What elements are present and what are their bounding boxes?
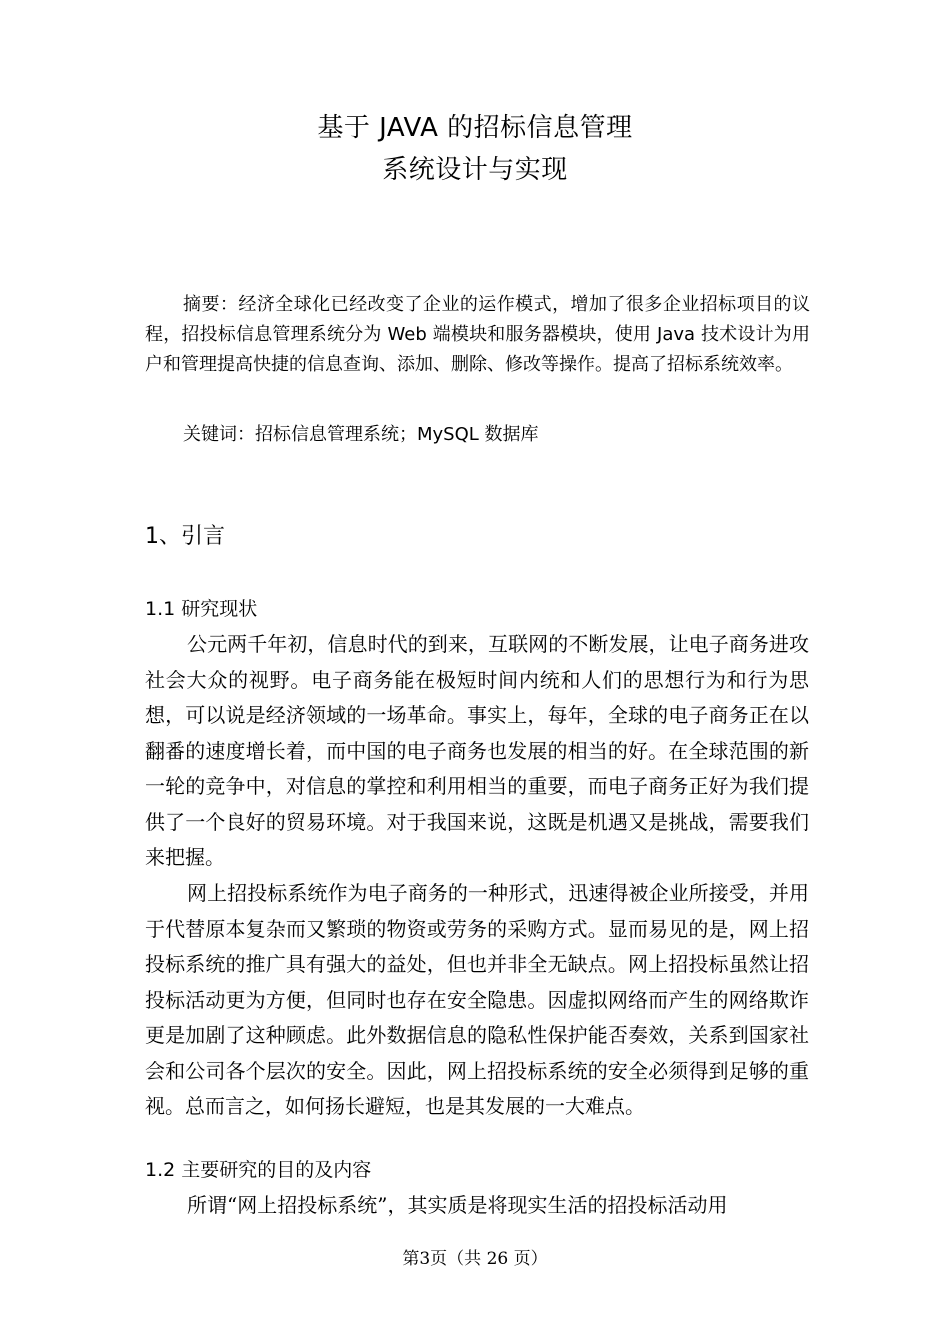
document-title-line-1: 基于 JAVA 的招标信息管理: [317, 113, 633, 143]
page-number-footer: 第3页（共 26 页）: [402, 1249, 548, 1269]
abstract-paragraph: 摘要：经济全球化已经改变了企业的运作模式，增加了很多企业招标项目的议程，招投标信息管理系统分为 Web 端模块和服务器模块，使用 Java 技术设计为用户和管理提高快捷的信息查询、添加、删除、修改等操作。提高了招标系统效率。: [145, 294, 810, 375]
body-paragraph: 网上招投标系统作为电子商务的一种形式，迅速得被企业所接受，并用于代替原本复杂而又繁琐的物资或劳务的采购方式。显而易见的是，网上招投标系统的推广具有强大的益处，但也并非全无缺点。网上招投标虽然让招投标活动更为方便，但同时也存在安全隐患。因虚拟网络而产生的网络欺诈更是加剧了这种顾虑。此外数据信息的隐私性保护能否奏效，关系到国家社会和公司各个层次的安全。因此，网上招投标系统的安全必须得到足够的重视。总而言之，如何扬长避短，也是其发展的一大难点。: [145, 881, 809, 1118]
subsection-heading-research-purpose: 1.2 主要研究的目的及内容: [145, 1159, 372, 1181]
document-title-line-2: 系统设计与实现: [382, 155, 568, 185]
section-heading-introduction: 1、引言: [145, 524, 225, 549]
body-paragraph: 公元两千年初，信息时代的到来，互联网的不断发展，让电子商务进攻社会大众的视野。电子商务能在极短时间内统和人们的思想行为和行为思想，可以说是经济领域的一场革命。事实上，每年，全球的电子商务正在以翻番的速度增长着，而中国的电子商务也发展的相当的好。在全球范围的新一轮的竞争中，对信息的掌控和利用相当的重要，而电子商务正好为我们提供了一个良好的贸易环境。对于我国来说，这既是机遇又是挑战，需要我们来把握。: [145, 632, 809, 869]
subsection-heading-research-status: 1.1 研究现状: [145, 598, 258, 620]
body-paragraph: 所谓“网上招投标系统”，其实质是将现实生活的招投标活动用: [187, 1193, 728, 1217]
keywords-line: 关键词：招标信息管理系统；MySQL 数据库: [183, 424, 539, 445]
